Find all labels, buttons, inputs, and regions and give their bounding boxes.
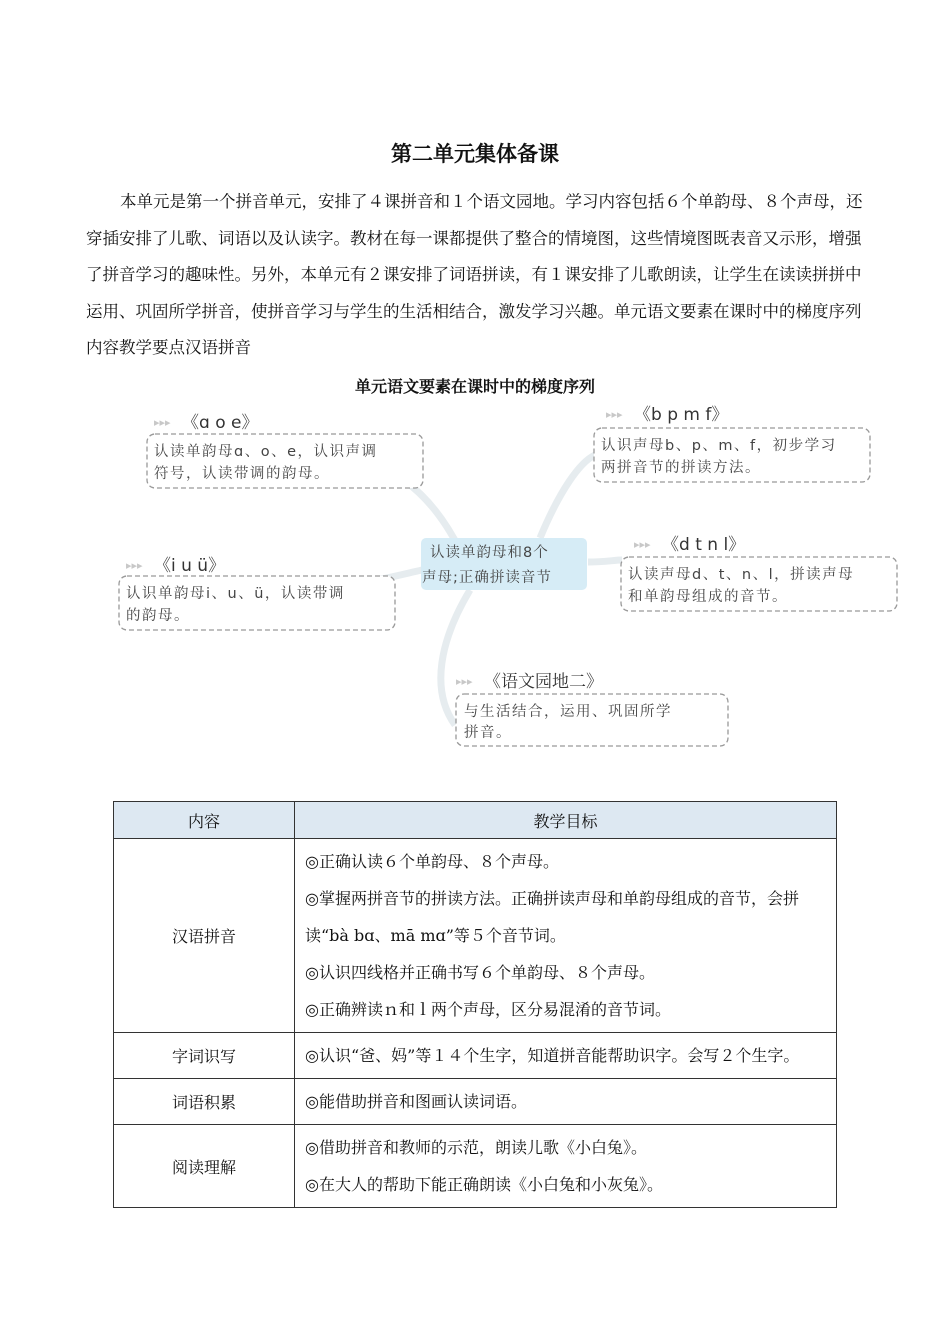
row-goals xyxy=(295,1033,837,1079)
arrow-icon: ▸▸▸ xyxy=(154,416,171,429)
node-garden-line-1: 与生活结合，运用、巩固所学 xyxy=(464,704,672,720)
table-header-row xyxy=(114,802,837,839)
arrow-icon: ▸▸▸ xyxy=(634,538,651,551)
row-goals xyxy=(295,839,837,1033)
table-row xyxy=(114,1033,837,1079)
page-title: 第二单元集体备课 xyxy=(391,142,559,166)
header-goals: 教学目标 xyxy=(295,802,837,839)
goal-item: ◎正确认读６个单韵母、８个声母。 xyxy=(305,852,559,871)
goal-item: ◎正确辨读ｎ和ｌ两个声母，区分易混淆的音节词。 xyxy=(305,1000,671,1019)
arrow-icon: ▸▸▸ xyxy=(456,675,473,688)
node-dtnl-line-2: 和单韵母组成的音节。 xyxy=(628,589,788,605)
node-dtnl-line-1: 认读声母d、t、n、l，拼读声母 xyxy=(628,567,855,583)
row-goals xyxy=(295,1079,837,1125)
node-iuu-title: 《i u ü》 xyxy=(154,556,226,576)
node-aoe-line-1: 认读单韵母ɑ、o、e，认识声调 xyxy=(154,444,378,460)
branch-dtnl xyxy=(588,560,622,562)
header-content: 内容 xyxy=(114,802,295,839)
goal-item: ◎认识四线格并正确书写６个单韵母、８个声母。 xyxy=(305,963,655,982)
branch-bpmf xyxy=(540,455,595,538)
goal-item: ◎在大人的帮助下能正确朗读《小白兔和小灰兔》。 xyxy=(305,1175,663,1194)
node-aoe-line-2: 符号，认读带调的韵母。 xyxy=(154,466,330,482)
node-dtnl-title: 《d t n l》 xyxy=(662,535,746,555)
row-category: 汉语拼音 xyxy=(114,839,295,1033)
row-category: 阅读理解 xyxy=(114,1125,295,1208)
intro-paragraph: 本单元是第一个拼音单元，安排了４课拼音和１个语文园地。学习内容包括６个单韵母、８个声母，还穿插安排了儿歌、词语以及认读字。教材在每一课都提供了整合的情境图，这些情境图既表音又示形，增强了拼音学习的趣味性。另外，本单元有２课安排了词语拼读，有１课安排了儿歌朗读，让学生在读读拼拼中运用、巩固所学拼音，使拼音学习与学生的生活相结合，激发学习兴趣。单元语文要素在课时中的梯度序列内容教学要点汉语拼音 xyxy=(86,192,863,357)
node-garden-title: 《语文园地二》 xyxy=(484,672,603,692)
table-row xyxy=(114,839,837,1033)
node-aoe-title: 《ɑ o e》 xyxy=(182,413,259,433)
arrow-icon: ▸▸▸ xyxy=(606,408,623,421)
node-bpmf-title: 《b p m f》 xyxy=(634,405,729,425)
mind-map xyxy=(110,400,910,760)
goal-item: ◎掌握两拼音节的拼读方法。正确拼读声母和单韵母组成的音节，会拼读“bà bɑ、mā mɑ”等５个音节词。 xyxy=(305,889,799,945)
teaching-goals-table xyxy=(113,801,837,1208)
table-row xyxy=(114,1125,837,1208)
row-category: 字词识写 xyxy=(114,1033,295,1079)
table-row xyxy=(114,1079,837,1125)
row-category: 词语积累 xyxy=(114,1079,295,1125)
goal-item: ◎借助拼音和教师的示范，朗读儿歌《小白兔》。 xyxy=(305,1138,647,1157)
center-line-1: 认读单韵母和8个 xyxy=(430,545,549,561)
diagram-title: 单元语文要素在课时中的梯度序列 xyxy=(354,377,595,396)
node-iuu-line-2: 的韵母。 xyxy=(126,608,190,624)
arrow-icon: ▸▸▸ xyxy=(126,559,143,572)
center-line-2: 声母;正确拼读音节 xyxy=(422,570,552,586)
row-goals xyxy=(295,1125,837,1208)
goal-item: ◎能借助拼音和图画认读词语。 xyxy=(305,1092,527,1111)
node-iuu-line-1: 认识单韵母i、u、ü，认读带调 xyxy=(126,586,345,602)
node-garden-line-2: 拼音。 xyxy=(464,725,512,741)
node-bpmf-line-1: 认识声母b、p、m、f，初步学习 xyxy=(601,438,837,454)
node-bpmf-line-2: 两拼音节的拼读方法。 xyxy=(601,460,761,476)
goal-item: ◎认识“爸、妈”等１４个生字，知道拼音能帮助识字。会写２个生字。 xyxy=(305,1046,800,1065)
